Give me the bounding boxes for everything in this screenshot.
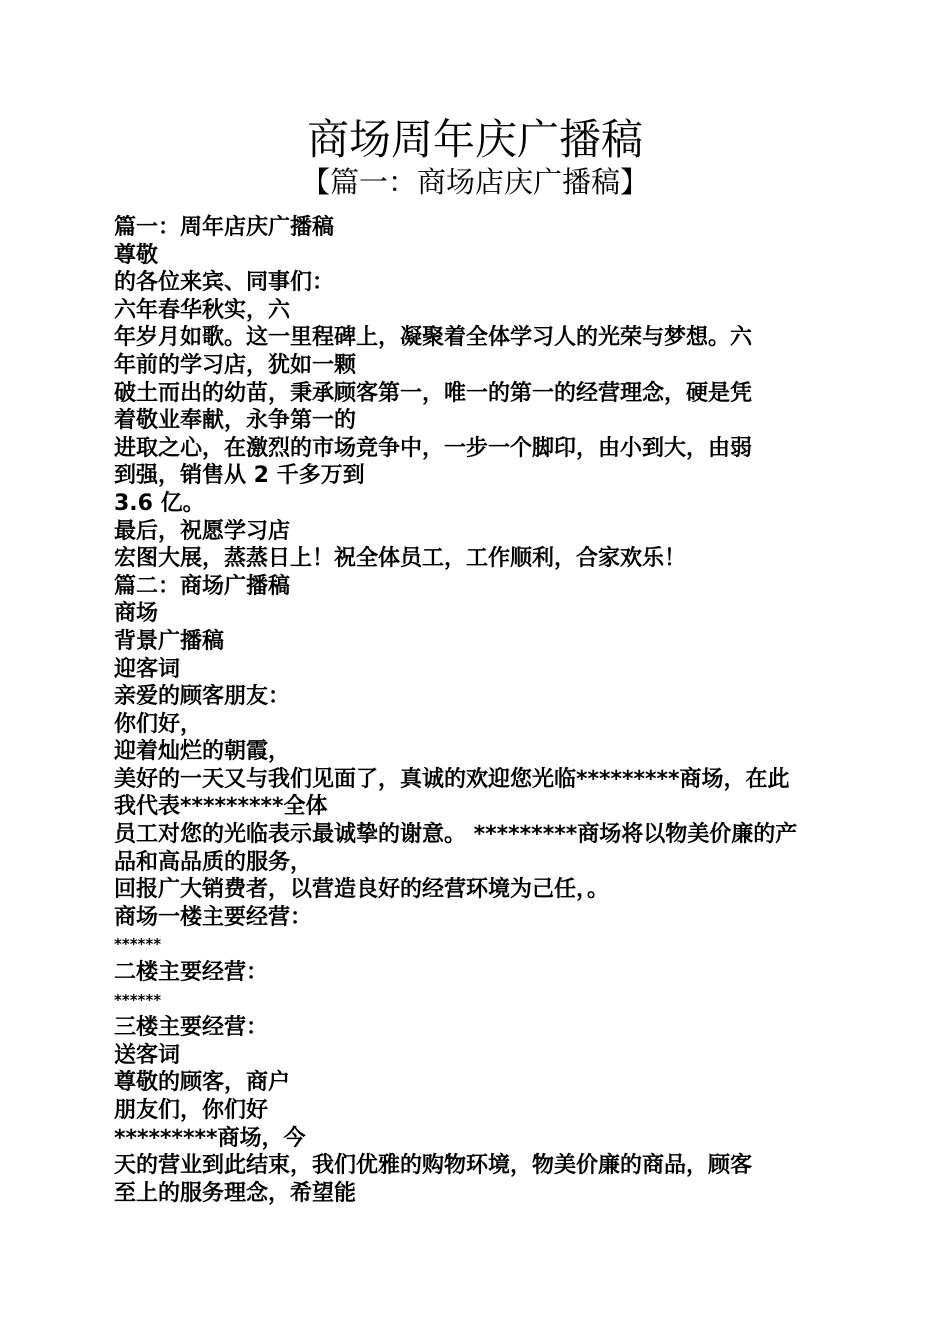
- text-line: 朋友们，你们好: [114, 1098, 269, 1123]
- text-line: 年前的学习店，犹如一颗: [114, 352, 357, 378]
- text-line: 你们好，: [114, 711, 203, 737]
- text-line: 最后，祝愿学习店: [114, 518, 291, 544]
- text-line: ******: [114, 990, 162, 1009]
- text-line: 3.6 亿。: [114, 490, 205, 516]
- text-line: 送客词: [114, 1042, 181, 1068]
- text-line: 回报广大销费者，以营造良好的经营环境为己任，。: [114, 877, 610, 903]
- text-line: 至上的服务理念，希望能: [114, 1180, 357, 1206]
- text-line: 到强，销售从 2 千多万到: [114, 463, 365, 489]
- text-line: 商场一楼主要经营：: [114, 904, 313, 930]
- text-line: 迎客词: [114, 656, 181, 682]
- text-line: 篇二：商场广播稿: [114, 573, 291, 599]
- text-line: 天的营业到此结束，我们优雅的购物环境，物美价廉的商品，顾客: [114, 1153, 753, 1179]
- text-line: ******: [114, 935, 162, 954]
- text-line: 迎着灿烂的朝霞，: [114, 739, 291, 765]
- text-line: 亲爱的顾客朋友：: [114, 684, 291, 710]
- text-line: 的各位来宾、同事们：: [114, 270, 335, 296]
- text-line: 品和高品质的服务，: [114, 849, 313, 875]
- text-line: *********商场，今: [114, 1125, 306, 1151]
- text-line: 破土而出的幼苗，秉承顾客第一，唯一的第一的经营理念，硬是凭: [114, 380, 753, 406]
- text-line: 背景广播稿: [114, 628, 225, 654]
- text-line: 进取之心，在激烈的市场竞争中，一步一个脚印，由小到大，由弱: [114, 435, 753, 461]
- text-line: 年岁月如歌。这一里程碑上，凝聚着全体学习人的光荣与梦想。六: [114, 325, 753, 351]
- text-line: 美好的一天又与我们见面了，真诚的欢迎您光临*********商场，在此: [114, 766, 790, 792]
- text-line: 员工对您的光临表示最诚挚的谢意。 *********商场将以物美价廉的产: [114, 822, 798, 848]
- text-line: 六年春华秋实，六: [114, 297, 291, 323]
- text-line: 着敬业奉献，永争第一的: [114, 408, 357, 434]
- text-line: 篇一：周年店庆广播稿: [114, 215, 335, 240]
- document-body: [114, 214, 840, 1207]
- document-subtitle: 【篇一：商场店庆广播稿】: [300, 165, 649, 199]
- text-line: 宏图大展，蒸蒸日上！祝全体员工，工作顺利，合家欢乐！: [114, 546, 687, 572]
- text-line: 二楼主要经营：: [114, 960, 269, 986]
- text-line: 商场: [114, 601, 159, 627]
- text-line: 三楼主要经营：: [114, 1015, 269, 1041]
- text-line: 尊敬的顾客，商户: [114, 1070, 291, 1096]
- document-title: 商场周年庆广播稿: [306, 115, 643, 164]
- text-line: 我代表*********全体: [114, 794, 328, 820]
- text-line: 尊敬: [114, 242, 159, 268]
